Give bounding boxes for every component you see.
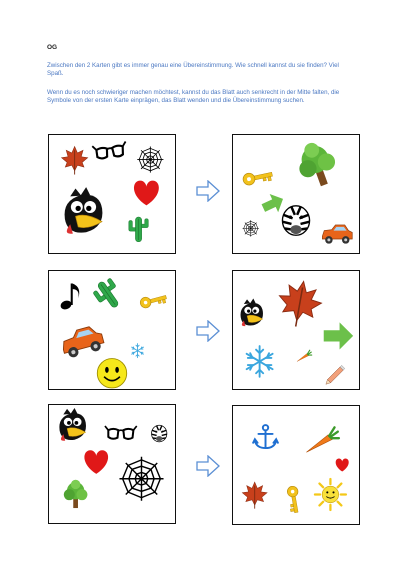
carrot-icon [297, 350, 312, 361]
arrow-right-icon [324, 322, 353, 349]
card-row3-left [48, 404, 176, 524]
cactus-icon [90, 276, 125, 313]
carrot-icon [306, 427, 338, 452]
card-row2-left [48, 270, 176, 390]
tree-icon [292, 137, 342, 191]
arrow-right-icon [196, 180, 220, 202]
glasses-icon [105, 426, 137, 439]
cactus-icon [129, 217, 148, 242]
card-row1-left [48, 134, 176, 254]
zebra-icon [152, 425, 167, 442]
key-icon [139, 292, 167, 309]
heart-icon [134, 181, 159, 206]
pencil-icon [326, 365, 345, 384]
snowflake-icon [132, 344, 144, 358]
card-row2-right [232, 270, 360, 390]
maple-leaf-icon [275, 278, 325, 330]
snowflake-icon [247, 346, 273, 377]
car-icon [59, 324, 105, 359]
instruction-paragraph-1: Zwischen den 2 Karten gibt es immer genau eine Übereinstimmung. Wie schnell kannst du sie finden? Viel Spaß. [47, 62, 339, 78]
key-icon [242, 168, 273, 186]
arrow-right-icon [196, 455, 220, 477]
crow-bird-icon [65, 187, 103, 234]
zebra-icon [282, 206, 309, 235]
glasses-icon [92, 141, 127, 159]
instruction-paragraph-2: Wenn du es noch schwieriger machen möchtest, kannst du das Blatt auch senkrecht in der Mitte falten, die Symbole von der ersten Karte einprägen, das Blatt wenden und die Übereinstimmung suchen. [47, 89, 340, 105]
maple-leaf-icon [242, 482, 267, 509]
crow-bird-icon [241, 299, 263, 327]
card-row3-right [232, 405, 360, 525]
heart-icon [84, 450, 108, 474]
anchor-icon [253, 425, 278, 448]
maple-leaf-icon [62, 147, 88, 175]
car-icon [322, 225, 352, 244]
spider-web-icon [137, 147, 163, 173]
document-heading: OG [47, 44, 58, 51]
arrow-right-icon [259, 190, 287, 217]
heart-icon [336, 459, 349, 472]
sun-icon [315, 479, 346, 510]
arrow-right-icon [196, 320, 220, 342]
tree-icon [64, 480, 88, 508]
spider-web-icon [243, 220, 260, 237]
card-row1-right [232, 134, 360, 254]
key-icon [286, 485, 301, 513]
spider-web-icon [119, 457, 163, 501]
crow-bird-icon [59, 408, 86, 441]
music-note-icon [59, 283, 79, 310]
smiley-face-icon [97, 359, 126, 388]
